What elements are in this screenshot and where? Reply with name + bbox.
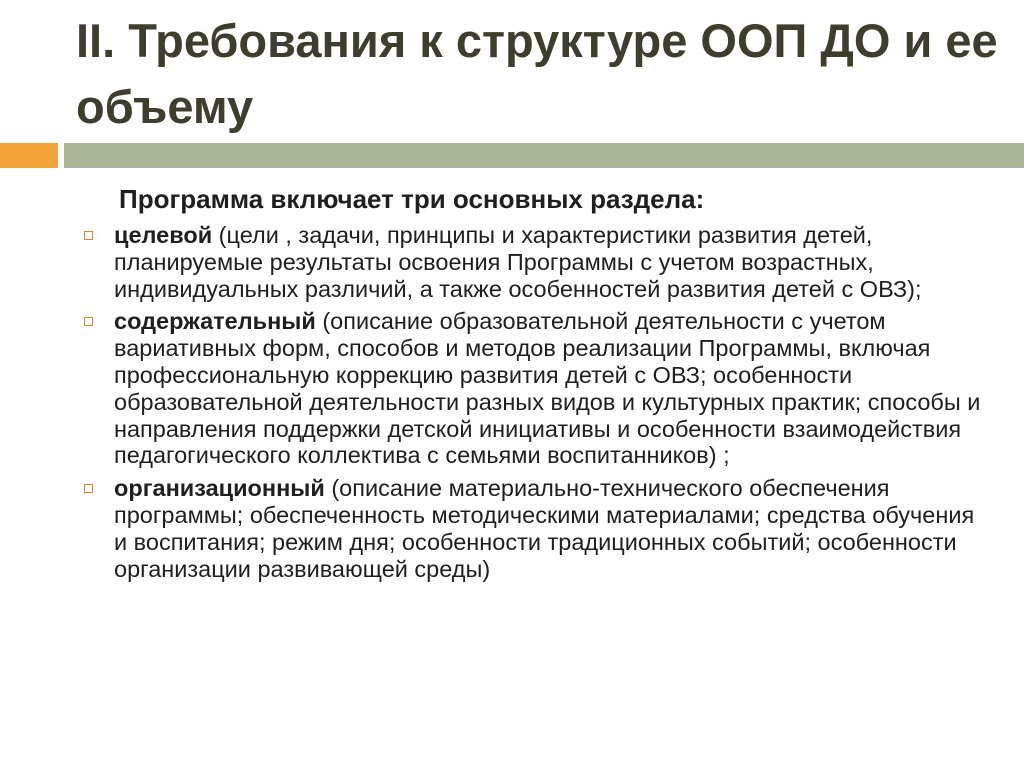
intro-text: Программа включает три основных раздела: xyxy=(119,184,705,214)
item-description: (описание материально-технического обеспечения программы; обеспеченность методическими материалами; средства обучения и воспитания; режим дня; особенности традиционных событий; особенности организации развивающей среды) xyxy=(114,475,975,582)
item-term: содержательный xyxy=(114,308,316,335)
item-description: (цели , задачи, принципы и характеристики развития детей, планируемые результаты освоения Программы с учетом возрастных, индивидуальных различий, а также особенностей развития детей с ОВЗ); xyxy=(114,222,922,302)
slide-title: II. Требования к структуре ООП ДО и ее объему xyxy=(76,14,998,133)
hollow-square-bullet-icon xyxy=(84,231,93,240)
item-term: организационный xyxy=(114,475,325,502)
hollow-square-bullet-icon xyxy=(84,317,93,326)
list-item-content xyxy=(84,308,984,469)
divider-bar xyxy=(64,143,1024,168)
list-item-target xyxy=(84,222,984,302)
accent-bar xyxy=(0,143,58,168)
item-description: (описание образовательной деятельности с учетом вариативных форм, способов и методов реализации Программы, включая профессиональную коррекцию развития детей с ОВЗ; особенности образовательной деятельности разных видов и культурных практик; способы и направления поддержки детской инициативы и особенности взаимодействия педагогического коллектива с семьями воспитанников) ; xyxy=(114,308,981,469)
sections-list xyxy=(84,222,984,588)
item-term: целевой xyxy=(114,222,213,248)
hollow-square-bullet-icon xyxy=(84,484,93,493)
list-item-organizational xyxy=(84,475,984,582)
